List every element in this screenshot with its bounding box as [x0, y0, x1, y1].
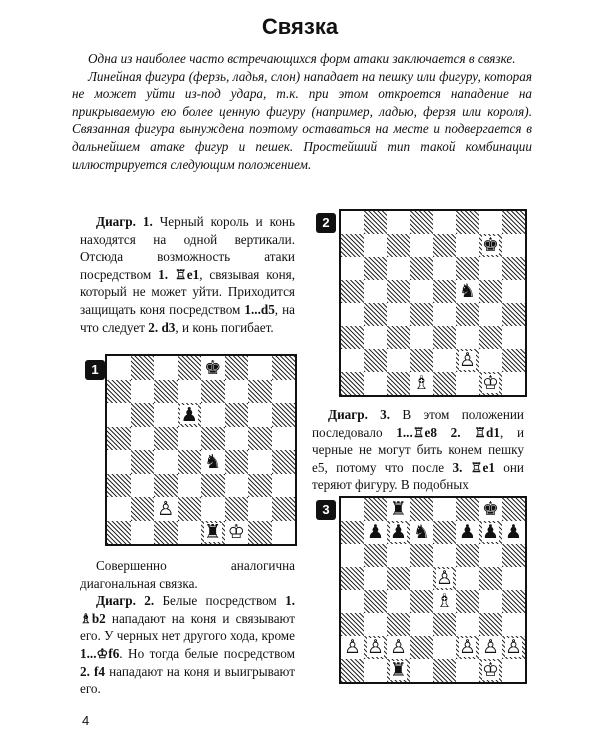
light-square	[364, 234, 387, 257]
light-square	[341, 349, 364, 372]
dark-square	[248, 521, 272, 545]
light-square	[387, 257, 410, 280]
light-square	[410, 280, 433, 303]
light-square	[410, 234, 433, 257]
diagram-2-text	[80, 557, 295, 698]
light-square	[456, 326, 479, 349]
dark-square	[272, 497, 296, 521]
dark-square	[502, 349, 525, 372]
light-square	[456, 234, 479, 257]
intro-paragraph-2: Линейная фигура (ферзь, ладья, слон) нападает на пешку или фигуру, которая не может уйти из-под удара, т.к. при этом откроется нападение на прикрываемую ею более ценную фигуру (например, ладью, ферзя или короля). Связанная фигура вынуждена поэтому оставаться на месте и подвергается в дальнейшем атаке фигур и пешек. Простейший тип такой комбинации иллюстрируется следующим положением.	[72, 68, 532, 172]
light-square	[502, 567, 525, 590]
move-notation: 1. ♗b2	[80, 593, 295, 626]
text-span: , связывая коня, который не может уйти. Приходится защищать коня посредством	[80, 266, 295, 317]
dark-square	[131, 450, 155, 474]
dark-square	[479, 567, 502, 590]
dark-square	[107, 380, 131, 404]
light-square	[433, 349, 456, 372]
move-notation: 1...♖e8	[396, 424, 438, 440]
move-notation: 3. ♖e1	[452, 459, 495, 475]
light-square	[387, 303, 410, 326]
dark-square	[433, 280, 456, 303]
light-square	[433, 257, 456, 280]
dark-square	[410, 303, 433, 326]
light-square	[479, 257, 502, 280]
move-notation: 1. ♖e1	[158, 266, 200, 282]
dark-square	[479, 326, 502, 349]
dark-square	[364, 349, 387, 372]
light-square	[225, 380, 249, 404]
white-pawn-icon: ♙	[459, 348, 476, 371]
piece-backdrop	[344, 638, 361, 656]
move-notation: 2. f4	[80, 663, 105, 679]
piece-backdrop	[204, 358, 222, 377]
dark-square	[387, 613, 410, 636]
white-pawn-icon: ♙	[390, 635, 407, 658]
dark-square	[107, 474, 131, 498]
piece-backdrop	[390, 638, 407, 656]
dark-square	[433, 659, 456, 682]
dark-square	[410, 211, 433, 234]
dark-square	[272, 356, 296, 380]
dark-square	[502, 211, 525, 234]
piece-backdrop	[482, 374, 499, 392]
white-bishop-icon: ♗	[413, 371, 430, 394]
light-square	[479, 544, 502, 567]
dark-square	[178, 497, 202, 521]
dark-square	[178, 356, 202, 380]
light-square	[178, 380, 202, 404]
light-square	[502, 659, 525, 682]
light-square	[131, 427, 155, 451]
dark-square	[201, 427, 225, 451]
light-square	[456, 613, 479, 636]
diagram-number-badge: 3	[316, 500, 336, 520]
light-square	[502, 326, 525, 349]
light-square	[131, 380, 155, 404]
light-square	[178, 474, 202, 498]
dark-square	[341, 372, 364, 395]
page-number: 4	[82, 713, 90, 728]
black-rook-icon: ♜	[204, 520, 222, 544]
dark-square	[387, 234, 410, 257]
light-square	[410, 567, 433, 590]
dark-square	[364, 498, 387, 521]
black-king-icon: ♚	[204, 355, 222, 379]
dark-square	[272, 403, 296, 427]
dark-square	[502, 257, 525, 280]
black-rook-icon: ♜	[390, 658, 407, 681]
dark-square	[341, 567, 364, 590]
dark-square	[502, 303, 525, 326]
light-square	[107, 450, 131, 474]
white-king-icon: ♔	[482, 658, 499, 681]
light-square	[479, 349, 502, 372]
dark-square	[201, 474, 225, 498]
piece-backdrop	[390, 523, 407, 541]
black-pawn-icon: ♟	[367, 520, 384, 543]
black-pawn-icon: ♟	[482, 520, 499, 543]
chess-board	[105, 354, 297, 546]
dark-square	[225, 403, 249, 427]
text-span: Белые посредством	[154, 593, 286, 609]
piece-backdrop	[413, 523, 430, 541]
dark-square	[341, 613, 364, 636]
light-square	[341, 544, 364, 567]
text-span: нападают на коня и связывают его. У черных нет другого хода, кроме	[80, 610, 295, 644]
dark-square	[433, 521, 456, 544]
light-square	[248, 356, 272, 380]
light-square	[502, 234, 525, 257]
text-span: они теряют фигуру. В подобных	[312, 459, 524, 493]
light-square	[364, 372, 387, 395]
light-square	[341, 590, 364, 613]
dark-square	[154, 427, 178, 451]
light-square	[387, 349, 410, 372]
white-pawn-icon: ♙	[436, 566, 453, 589]
light-square	[364, 326, 387, 349]
light-square	[364, 659, 387, 682]
piece-backdrop	[505, 523, 522, 541]
dark-square	[433, 234, 456, 257]
white-pawn-icon: ♙	[157, 496, 175, 520]
light-square	[248, 497, 272, 521]
piece-backdrop	[482, 500, 499, 518]
light-square	[341, 211, 364, 234]
diagram-label: Диагр. 1.	[96, 214, 153, 229]
black-pawn-icon: ♟	[459, 520, 476, 543]
light-square	[364, 613, 387, 636]
text-span: В этом положении последовало	[312, 407, 524, 440]
text-span: . Но тогда белые посредством	[119, 645, 295, 661]
dark-square	[248, 474, 272, 498]
text-span	[437, 425, 451, 440]
dark-square	[502, 498, 525, 521]
black-rook-icon: ♜	[390, 497, 407, 520]
light-square	[456, 372, 479, 395]
dark-square	[456, 257, 479, 280]
black-knight-icon: ♞	[204, 449, 222, 473]
light-square	[272, 521, 296, 545]
light-square	[341, 303, 364, 326]
light-square	[433, 211, 456, 234]
dark-square	[107, 427, 131, 451]
light-square	[364, 280, 387, 303]
piece-backdrop	[367, 638, 384, 656]
dark-square	[410, 590, 433, 613]
piece-backdrop	[390, 500, 407, 518]
diagram-label: Диагр. 2.	[96, 593, 155, 609]
white-pawn-icon: ♙	[482, 635, 499, 658]
dark-square	[410, 349, 433, 372]
piece-backdrop	[482, 236, 499, 254]
piece-backdrop	[436, 569, 453, 587]
light-square	[410, 613, 433, 636]
move-notation: 1...♔f6	[80, 645, 120, 661]
piece-backdrop	[459, 282, 476, 300]
piece-backdrop	[204, 523, 222, 542]
dark-square	[178, 450, 202, 474]
light-square	[433, 636, 456, 659]
dark-square	[479, 613, 502, 636]
dark-square	[433, 326, 456, 349]
dark-square	[225, 356, 249, 380]
dark-square	[456, 498, 479, 521]
intro-text	[72, 50, 532, 173]
light-square	[154, 403, 178, 427]
light-square	[502, 613, 525, 636]
dark-square	[387, 372, 410, 395]
dark-square	[154, 474, 178, 498]
piece-backdrop	[390, 661, 407, 679]
move-notation: 1...d5	[244, 301, 275, 317]
white-king-icon: ♔	[482, 371, 499, 394]
text-span: , на что следует	[80, 301, 295, 335]
dark-square	[154, 380, 178, 404]
dark-square	[456, 303, 479, 326]
dark-square	[410, 544, 433, 567]
text-span: Черный король и конь находятся на одной вертикали. Отсюда возможность атаки посредством	[80, 214, 295, 282]
dark-square	[456, 544, 479, 567]
light-square	[178, 521, 202, 545]
dark-square	[107, 521, 131, 545]
dark-square	[131, 403, 155, 427]
black-pawn-icon: ♟	[505, 520, 522, 543]
piece-backdrop	[482, 661, 499, 679]
light-square	[107, 497, 131, 521]
black-pawn-icon: ♟	[390, 520, 407, 543]
black-knight-icon: ♞	[413, 520, 430, 543]
dark-square	[364, 544, 387, 567]
dark-square	[154, 521, 178, 545]
dark-square	[456, 211, 479, 234]
dark-square	[131, 497, 155, 521]
light-square	[178, 427, 202, 451]
light-square	[272, 427, 296, 451]
page-title: Связка	[261, 14, 339, 39]
white-pawn-icon: ♙	[459, 635, 476, 658]
light-square	[225, 427, 249, 451]
dark-square	[364, 211, 387, 234]
light-square	[107, 403, 131, 427]
dark-square	[364, 257, 387, 280]
light-square	[341, 257, 364, 280]
piece-backdrop	[505, 638, 522, 656]
text-span: , и черные не могут бить конем пешку e5, потому что после	[312, 424, 524, 475]
dark-square	[341, 326, 364, 349]
white-king-icon: ♔	[227, 520, 245, 544]
light-square	[131, 521, 155, 545]
black-king-icon: ♚	[482, 497, 499, 520]
light-square	[131, 474, 155, 498]
light-square	[201, 403, 225, 427]
piece-backdrop	[180, 405, 198, 424]
dark-square	[410, 636, 433, 659]
piece-backdrop	[227, 523, 245, 542]
light-square	[248, 450, 272, 474]
light-square	[107, 356, 131, 380]
dark-square	[502, 590, 525, 613]
light-square	[225, 474, 249, 498]
light-square	[433, 544, 456, 567]
light-square	[502, 280, 525, 303]
dark-square	[225, 450, 249, 474]
dark-square	[387, 280, 410, 303]
intro-paragraph-1: Одна из наиболее часто встречающихся форм атаки заключается в связке.	[88, 51, 516, 66]
diagram-1-text	[80, 213, 295, 336]
dark-square	[364, 590, 387, 613]
chess-board	[339, 496, 527, 684]
light-square	[341, 498, 364, 521]
light-square	[154, 356, 178, 380]
dark-square	[341, 659, 364, 682]
dark-square	[387, 326, 410, 349]
dark-square	[341, 234, 364, 257]
dark-square	[502, 544, 525, 567]
piece-backdrop	[482, 523, 499, 541]
black-king-icon: ♚	[482, 233, 499, 256]
white-bishop-icon: ♗	[436, 589, 453, 612]
piece-backdrop	[157, 499, 175, 518]
light-square	[433, 498, 456, 521]
diagram-label: Диагр. 3.	[328, 407, 391, 422]
text-span: , и конь погибает.	[175, 319, 274, 335]
diagram-3-text	[312, 406, 524, 494]
black-pawn-icon: ♟	[180, 402, 198, 426]
light-square	[456, 567, 479, 590]
light-square	[272, 380, 296, 404]
piece-backdrop	[367, 523, 384, 541]
dark-square	[341, 280, 364, 303]
dark-square	[387, 567, 410, 590]
dark-square	[364, 303, 387, 326]
piece-backdrop	[459, 638, 476, 656]
dark-square	[131, 356, 155, 380]
light-square	[410, 659, 433, 682]
light-square	[479, 303, 502, 326]
dark-square	[433, 372, 456, 395]
light-square	[387, 211, 410, 234]
light-square	[410, 326, 433, 349]
light-square	[248, 403, 272, 427]
piece-backdrop	[459, 351, 476, 369]
chess-board	[339, 209, 527, 397]
piece-backdrop	[482, 638, 499, 656]
piece-backdrop	[413, 374, 430, 392]
light-square	[456, 659, 479, 682]
light-square	[272, 474, 296, 498]
white-pawn-icon: ♙	[367, 635, 384, 658]
white-pawn-icon: ♙	[344, 635, 361, 658]
dark-square	[341, 521, 364, 544]
light-square	[364, 567, 387, 590]
dark-square	[410, 257, 433, 280]
dark-square	[410, 498, 433, 521]
diagonal-pin-intro: Совершенно аналогична диагональная связка.	[80, 558, 295, 591]
move-notation: 2. d3	[148, 319, 176, 335]
black-knight-icon: ♞	[459, 279, 476, 302]
diagram-number-badge: 2	[316, 213, 336, 233]
light-square	[154, 450, 178, 474]
dark-square	[433, 613, 456, 636]
piece-backdrop	[436, 592, 453, 610]
text-span: нападают на коня и выигрывают его.	[80, 663, 295, 697]
dark-square	[456, 590, 479, 613]
piece-backdrop	[459, 523, 476, 541]
light-square	[433, 303, 456, 326]
dark-square	[248, 427, 272, 451]
piece-backdrop	[204, 452, 222, 471]
dark-square	[225, 497, 249, 521]
light-square	[201, 497, 225, 521]
dark-square	[272, 450, 296, 474]
move-notation: 2. ♖d1	[450, 424, 500, 440]
light-square	[387, 544, 410, 567]
white-pawn-icon: ♙	[505, 635, 522, 658]
light-square	[502, 372, 525, 395]
dark-square	[201, 380, 225, 404]
diagram-number-badge: 1	[85, 360, 105, 380]
dark-square	[479, 280, 502, 303]
light-square	[387, 590, 410, 613]
light-square	[479, 590, 502, 613]
light-square	[479, 211, 502, 234]
dark-square	[248, 380, 272, 404]
